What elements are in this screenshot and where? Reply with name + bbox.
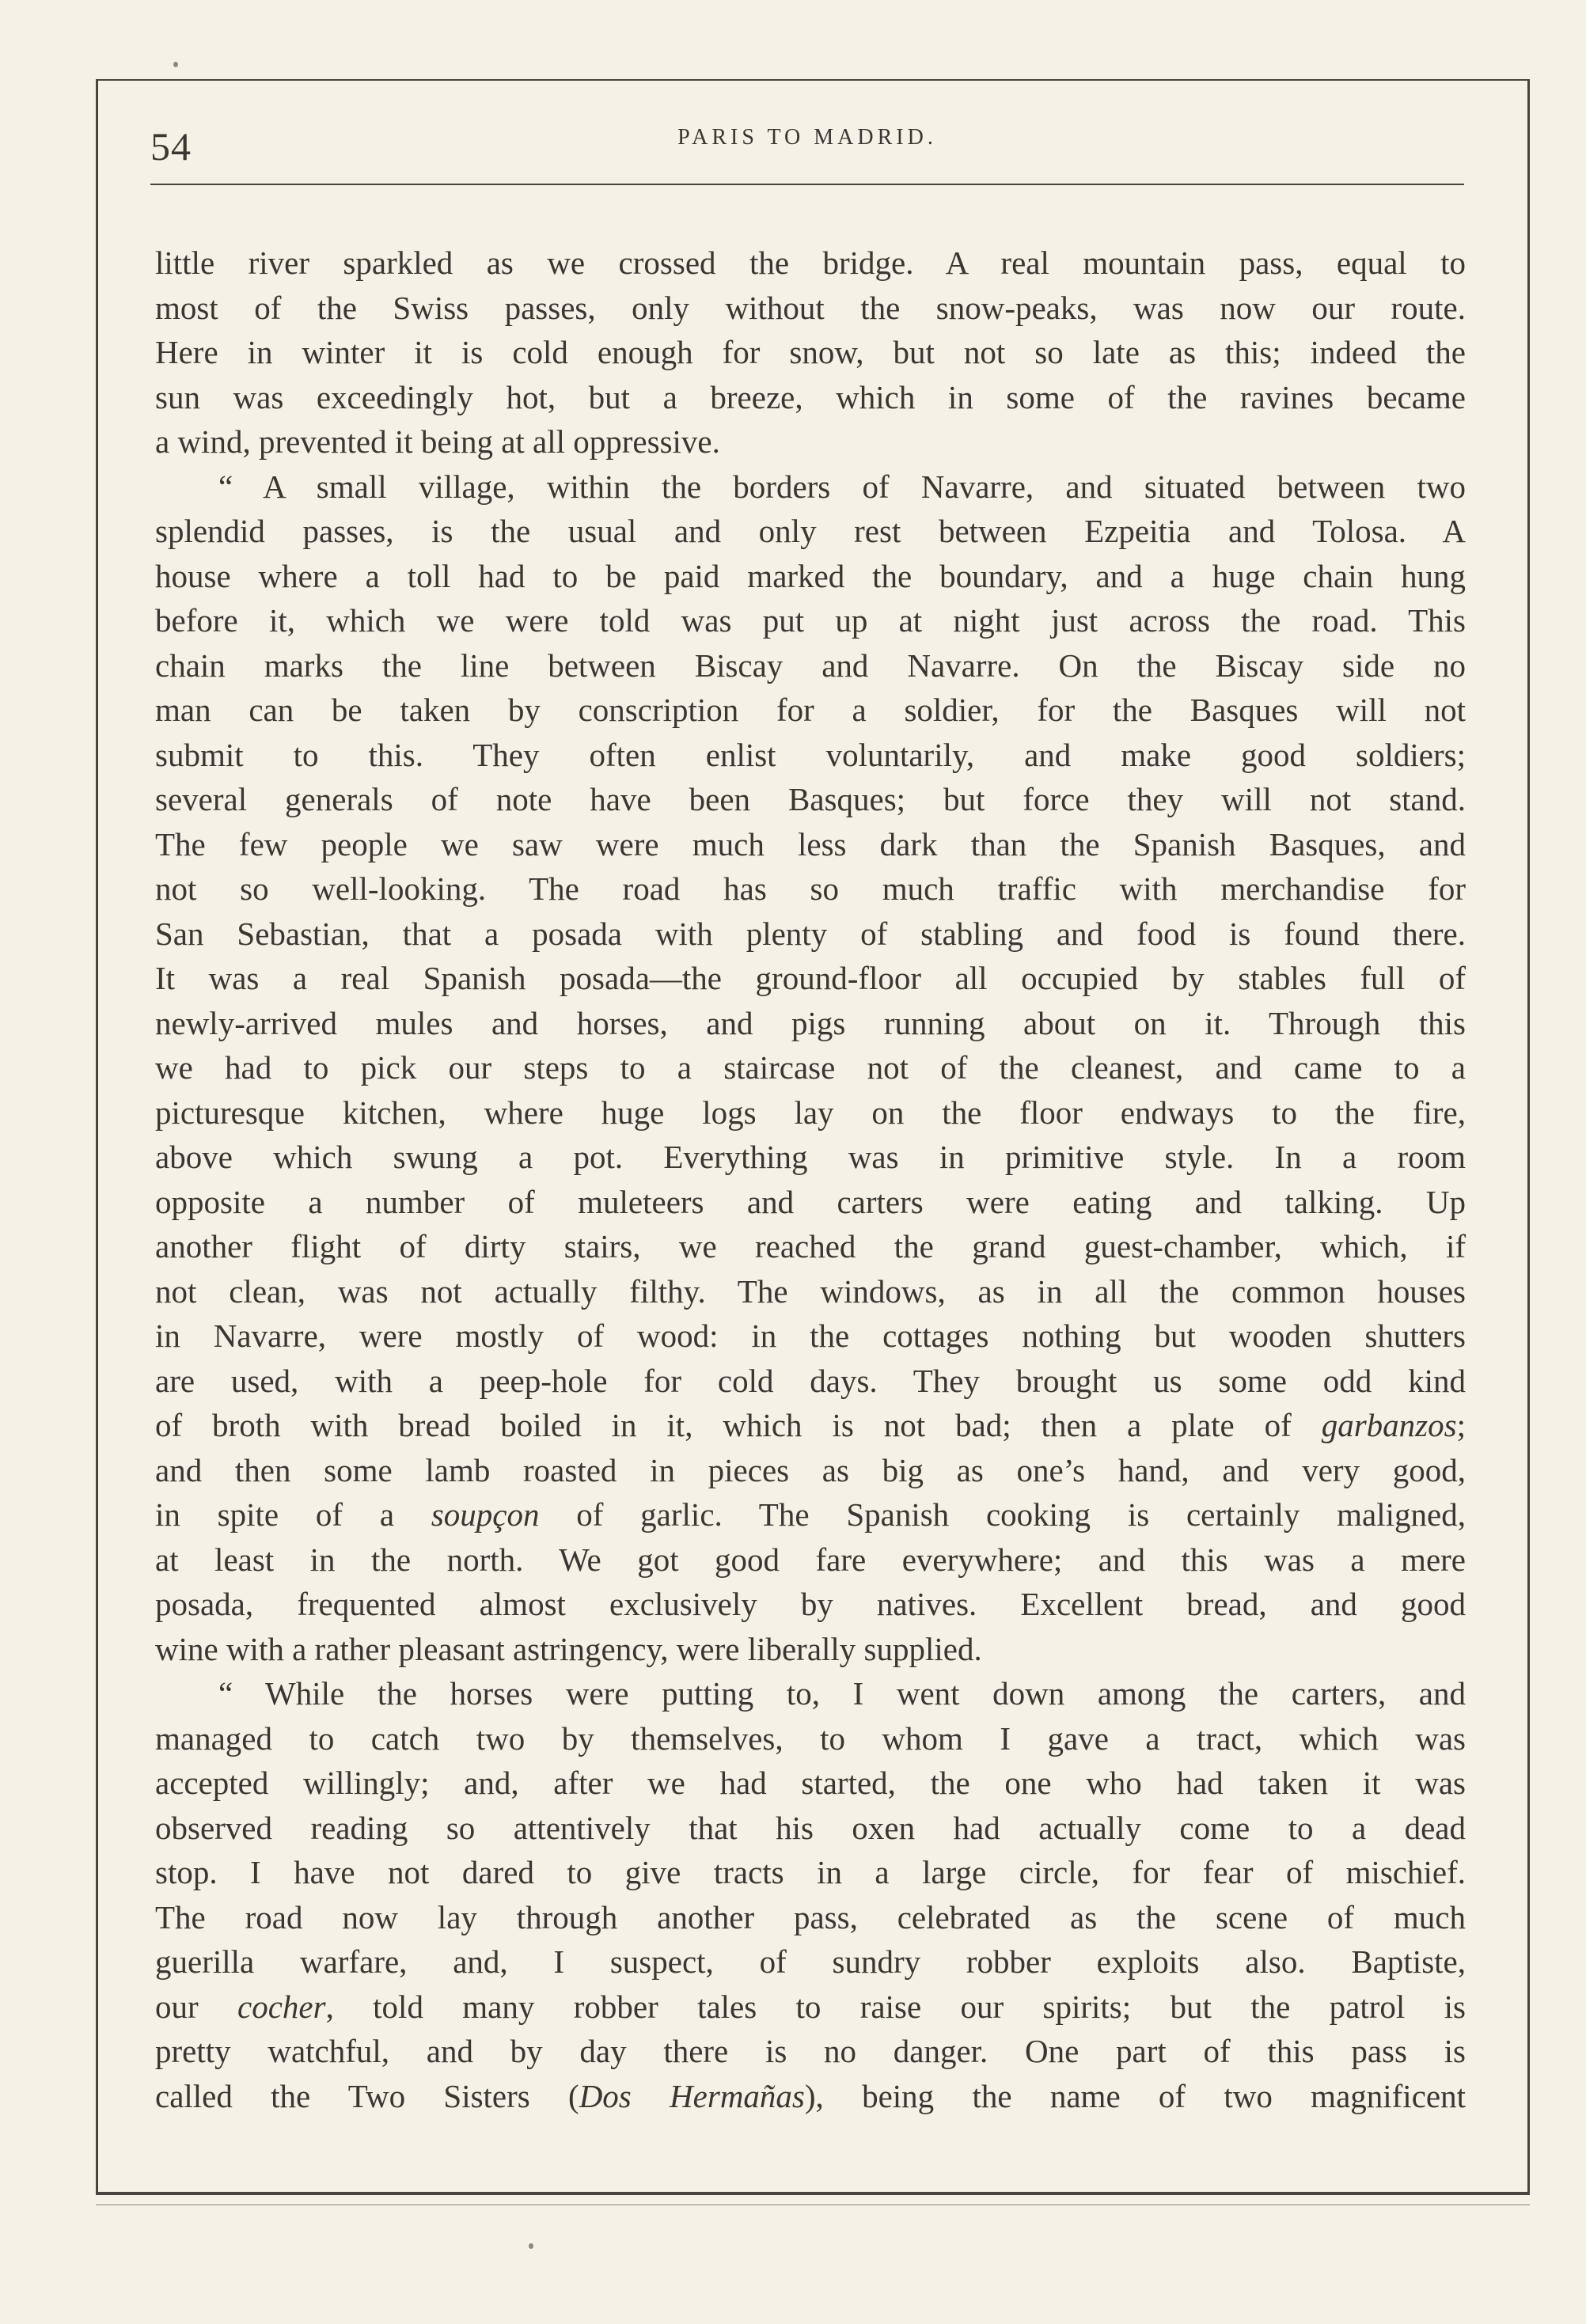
text-line: The few people we saw were much less dark than the Spanish Basques, and [155, 825, 1466, 862]
italic-term: soupçon [431, 1496, 540, 1533]
text-line: wine with a rather pleasant astringency, were liberally supplied. [155, 1630, 982, 1667]
text-line: at least in the north. We got good fare everywhere; and this was a mere [155, 1541, 1466, 1578]
text-line: observed reading so attentively that his oxen had actually come to a dead [155, 1809, 1466, 1846]
text-line: pretty watchful, and by day there is no danger. One part of this pass is [155, 2033, 1466, 2069]
text-segment: ), being the name of two magnificent [804, 2077, 1466, 2114]
text-line: before it, which we were told was put up at night just across the road. This [155, 602, 1466, 639]
text-line: above which swung a pot. Everything was in primitive style. In a room [155, 1139, 1466, 1175]
text-segment: of broth with bread boiled in it, which is not bad; then a plate of [155, 1407, 1322, 1443]
text-line [155, 1403, 1466, 1448]
text-line: splendid passes, is the usual and only rest between Ezpeitia and Tolosa. A [155, 513, 1466, 549]
text-line: stop. I have not dared to give tracts in a large circle, for fear of mischief. [155, 1854, 1466, 1890]
text-line: picturesque kitchen, where huge logs lay on the floor endways to the fire, [155, 1094, 1466, 1131]
italic-term: garbanzos [1321, 1407, 1457, 1443]
ink-speck-top [173, 62, 178, 67]
text-line: another flight of dirty stairs, we reached the grand guest-chamber, which, if [155, 1228, 1466, 1264]
text-segment: of garlic. The Spanish cooking is certainly maligned, [539, 1496, 1466, 1533]
text-line: we had to pick our steps to a staircase not of the cleanest, and came to a [155, 1049, 1466, 1086]
text-segment: called the Two Sisters ( [155, 2077, 579, 2114]
text-segment: , told many robber tales to raise our spirits; but the patrol is [325, 1988, 1466, 2025]
text-line: several generals of note have been Basques; but force they will not stand. [155, 781, 1466, 817]
text-line: “ While the horses were putting to, I went down among the carters, and [218, 1675, 1466, 1712]
text-line: opposite a number of muleteers and carters were eating and talking. Up [155, 1183, 1466, 1220]
text-line: are used, with a peep-hole for cold days. They brought us some odd kind [155, 1362, 1466, 1399]
text-line: newly-arrived mules and horses, and pigs running about on it. Through this [155, 1004, 1466, 1041]
header-rule [150, 184, 1464, 185]
italic-term: Dos Hermañas [579, 2077, 805, 2114]
text-line: a wind, prevented it being at all oppressive. [155, 423, 720, 460]
text-line: not so well-looking. The road has so much traffic with merchandise for [155, 870, 1466, 907]
text-line: “ A small village, within the borders of Navarre, and situated between two [218, 468, 1466, 505]
text-line: submit to this. They often enlist voluntarily, and make good soldiers; [155, 736, 1466, 773]
ink-speck-bottom [529, 2243, 533, 2249]
text-line: managed to catch two by themselves, to whom I gave a tract, which was [155, 1719, 1466, 1757]
text-line [155, 1492, 1466, 1537]
text-line [155, 2074, 1466, 2119]
text-line: sun was exceedingly hot, but a breeze, which in some of the ravines became [155, 378, 1466, 415]
italic-term: cocher [237, 1988, 326, 2025]
text-line [155, 1985, 1466, 2030]
running-head: PARIS TO MADRID. [677, 125, 937, 150]
text-line: guerilla warfare, and, I suspect, of sundry robber exploits also. Baptiste, [155, 1943, 1466, 1980]
text-line: most of the Swiss passes, only without the snow-peaks, was now our route. [155, 289, 1466, 326]
text-segment: our [155, 1988, 237, 2025]
text-line: man can be taken by conscription for a soldier, for the Basques will not [155, 692, 1466, 728]
text-line: Here in winter it is cold enough for snow, but not so late as this; indeed the [155, 334, 1466, 370]
page-number: 54 [150, 124, 192, 169]
bottom-rule [96, 2192, 1530, 2195]
text-line: chain marks the line between Biscay and Navarre. On the Biscay side no [155, 646, 1466, 684]
text-line: San Sebastian, that a posada with plenty of stabling and food is found there. [155, 915, 1466, 952]
page-header [150, 117, 1464, 172]
text-line: and then some lamb roasted in pieces as big as one’s hand, and very good, [155, 1451, 1466, 1488]
text-line: not clean, was not actually filthy. The windows, as in all the common houses [155, 1272, 1466, 1310]
text-line: posada, frequented almost exclusively by natives. Excellent bread, and good [155, 1586, 1466, 1622]
text-line: It was a real Spanish posada—the ground-floor all occupied by stables full of [155, 960, 1466, 996]
text-line: The road now lay through another pass, celebrated as the scene of much [155, 1898, 1466, 1935]
text-segment: ; [1456, 1407, 1466, 1443]
text-line: accepted willingly; and, after we had started, the one who had taken it was [155, 1765, 1466, 1801]
text-line: little river sparkled as we crossed the bridge. A real mountain pass, equal to [155, 245, 1466, 281]
body-text [155, 241, 1466, 2118]
text-line: in Navarre, were mostly of wood: in the cottages nothing but wooden shutters [155, 1317, 1466, 1354]
text-line: house where a toll had to be paid marked the boundary, and a huge chain hung [155, 557, 1466, 594]
text-segment: in spite of a [155, 1496, 431, 1533]
